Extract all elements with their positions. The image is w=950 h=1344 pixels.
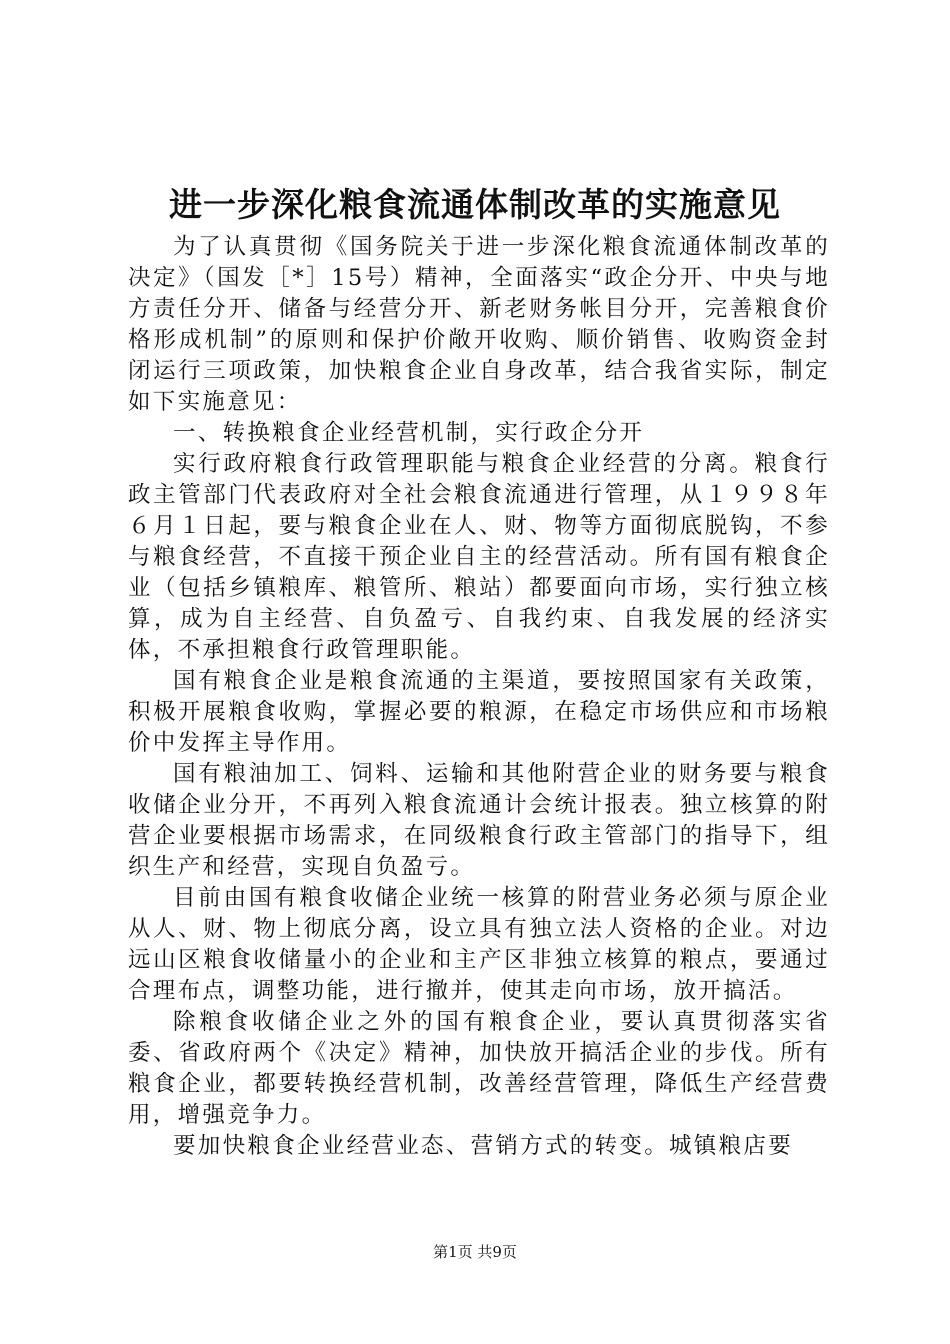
paragraph: 国有粮食企业是粮食流通的主渠道，要按照国家有关政策，积极开展粮食收购，掌握必要的粮源，在稳定市场供应和市场粮价中发挥主导作用。 bbox=[128, 668, 830, 756]
paragraph-continued: 要加快粮食企业经营业态、营销方式的转变。城镇粮店要 bbox=[173, 1133, 794, 1159]
page-footer: 第1页 共9页 bbox=[433, 1243, 517, 1261]
paragraph: 目前由国有粮食收储企业统一核算的附营业务必须与原企业从人、财、物上彻底分离，设立具有独立法人资格的企业。对边远山区粮食收储量小的企业和主产区非独立核算的粮点，要通过合理布点，调整功能，进行撤并，使其走向市场，放开搞活。 bbox=[128, 885, 830, 1004]
paragraph: 除粮食收储企业之外的国有粮食企业，要认真贯彻落实省委、省政府两个《决定》精神，加快放开搞活企业的步伐。所有粮食企业，都要转换经营机制，改善经营管理，降低生产经营费用，增强竞争力。 bbox=[128, 1009, 830, 1128]
paragraph: 国有粮油加工、饲料、运输和其他附营企业的财务要与粮食收储企业分开，不再列入粮食流通计会统计报表。独立核算的附营企业要根据市场需求，在同级粮食行政主管部门的指导下，组织生产和经营，实现自负盈亏。 bbox=[128, 761, 830, 880]
paragraph: 实行政府粮食行政管理职能与粮食企业经营的分离。粮食行政主管部门代表政府对全社会粮食流通进行管理，从１９９８年６月１日起，要与粮食企业在人、财、物等方面彻底脱钩，不参与粮食经营，不直接干预企业自主的经营活动。所有国有粮食企业（包括乡镇粮库、粮管所、粮站）都要面向市场，实行独立核算，成为自主经营、自负盈亏、自我约束、自我发展的经济实体，不承担粮食行政管理职能。 bbox=[128, 451, 830, 663]
document-body bbox=[128, 232, 830, 1162]
section-heading-1: 一、转换粮食企业经营机制，实行政企分开 bbox=[173, 420, 645, 446]
paragraph-intro: 为了认真贯彻《国务院关于进一步深化粮食流通体制改革的决定》（国发［*］15号）精神，全面落实“政企分开、中央与地方责任分开、储备与经营分开、新老财务帐目分开，完善粮食价格形成机制”的原则和保护价敞开收购、顺价销售、收购资金封闭运行三项政策，加快粮食企业自身改革，结合我省实际，制定如下实施意见： bbox=[128, 234, 830, 415]
document-title: 进一步深化粮食流通体制改革的实施意见 bbox=[169, 185, 781, 224]
